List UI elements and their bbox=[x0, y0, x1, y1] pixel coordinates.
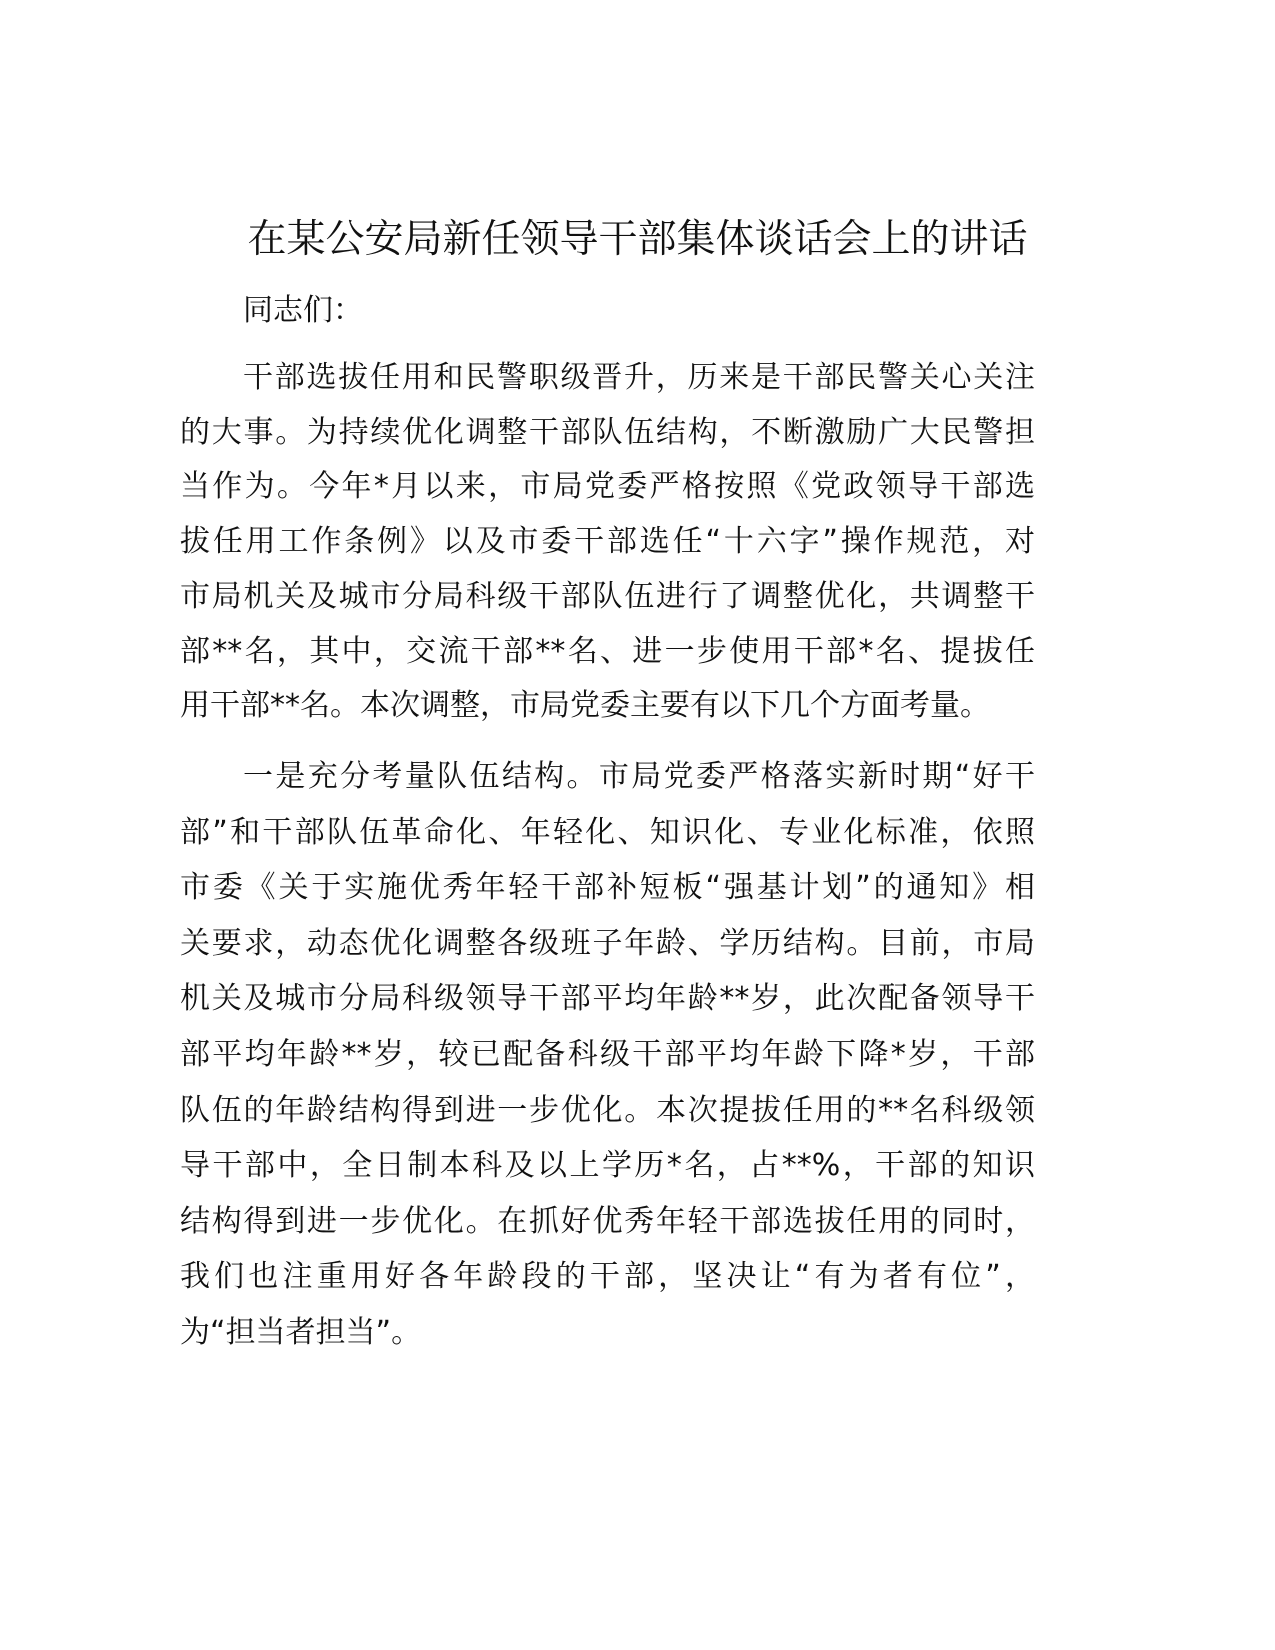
paragraph-line: 关要求，动态优化调整各级班子年龄、学历结构。目前，市局 bbox=[180, 925, 1035, 961]
paragraph-line: 结构得到进一步优化。在抓好优秀年轻干部选拔任用的同时， bbox=[180, 1203, 1035, 1239]
paragraph-line: 部**名，其中，交流干部**名、进一步使用干部*名、提拔任 bbox=[180, 633, 1035, 669]
paragraph-line: 队伍的年龄结构得到进一步优化。本次提拔任用的**名科级领 bbox=[180, 1092, 1035, 1128]
paragraph-line: 一是充分考量队伍结构。市局党委严格落实新时期“好干 bbox=[243, 759, 1035, 794]
paragraph-line: 市委《关于实施优秀年轻干部补短板“强基计划”的通知》相 bbox=[180, 870, 1035, 906]
paragraph-line: 部”和干部队伍革命化、年轻化、知识化、专业化标准，依照 bbox=[180, 814, 1035, 850]
paragraph-line: 我们也注重用好各年龄段的干部，坚决让“有为者有位”， bbox=[180, 1259, 1035, 1295]
document-title: 在某公安局新任领导干部集体谈话会上的讲话 bbox=[247, 217, 1028, 262]
paragraph-line: 的大事。为持续优化调整干部队伍结构，不断激励广大民警担 bbox=[180, 414, 1035, 450]
paragraph-line: 部平均年龄**岁，较已配备科级干部平均年龄下降*岁，干部 bbox=[180, 1037, 1035, 1072]
paragraph-line: 导干部中，全日制本科及以上学历*名，占**%，干部的知识 bbox=[180, 1148, 1035, 1184]
paragraph-line: 用干部**名。本次调整，市局党委主要有以下几个方面考量。 bbox=[180, 688, 990, 724]
paragraph-line: 为“担当者担当”。 bbox=[180, 1315, 422, 1350]
paragraph-line: 市局机关及城市分局科级干部队伍进行了调整优化，共调整干 bbox=[180, 578, 1035, 614]
paragraph-line: 拔任用工作条例》以及市委干部选任“十六字”操作规范，对 bbox=[180, 524, 1035, 560]
paragraph-line: 干部选拔任用和民警职级晋升，历来是干部民警关心关注 bbox=[243, 360, 1035, 395]
salutation: 同志们： bbox=[243, 293, 363, 328]
paragraph-line: 当作为。今年*月以来，市局党委严格按照《党政领导干部选 bbox=[180, 469, 1035, 505]
paragraph-line: 机关及城市分局科级领导干部平均年龄**岁，此次配备领导干 bbox=[180, 981, 1035, 1017]
